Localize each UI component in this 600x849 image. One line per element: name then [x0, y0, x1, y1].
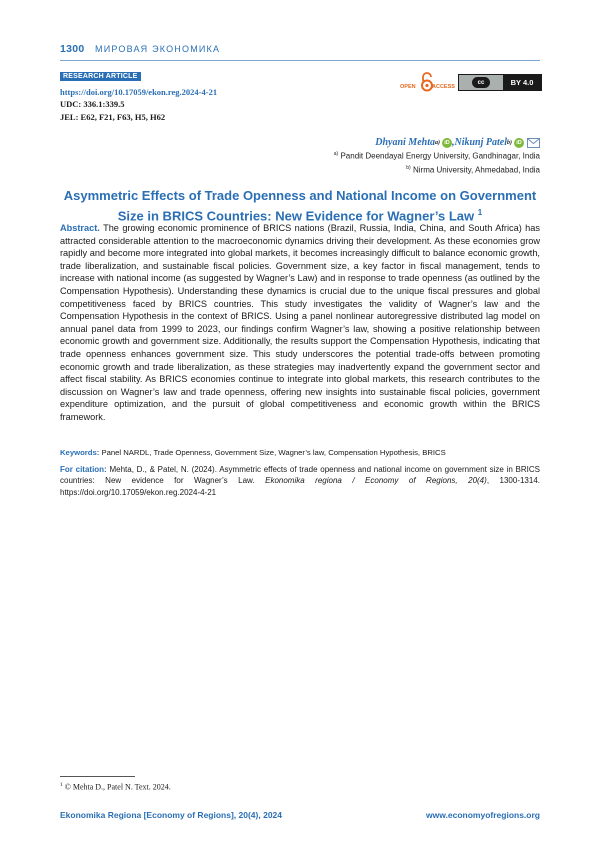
open-access-logo [400, 72, 462, 100]
orcid-icon[interactable]: iD [514, 138, 524, 148]
creative-commons-icon: cc [472, 77, 490, 88]
abstract [60, 222, 540, 424]
footnote [60, 782, 171, 792]
citation-tail: , 1300-1314. https://doi.org/10.17059/ekon.reg.2024-4-21 [60, 476, 540, 496]
jel-codes: JEL: E62, F21, F63, H5, H62 [60, 112, 165, 122]
open-label: OPEN [400, 84, 416, 90]
keywords [60, 447, 540, 458]
footnote-divider [60, 776, 135, 777]
journal-section-title: МИРОВАЯ ЭКОНОМИКА [95, 44, 220, 54]
title-text: Asymmetric Effects of Trade Openness and National Income on Government Size in BRICS Countries: New Evidence for Wagner’s Law [64, 188, 536, 223]
author-affiliation-marker: b) [507, 140, 512, 146]
footnote-marker: 1 [60, 782, 63, 788]
affiliation [334, 151, 540, 161]
author-separator: , [452, 137, 455, 148]
access-label: ACCESS [432, 84, 455, 90]
affiliation-marker: b) [406, 165, 410, 171]
udc-code: UDC: 336.1:339.5 [60, 99, 124, 109]
abstract-label: Abstract. [60, 223, 100, 233]
abstract-text: The growing economic prominence of BRICS nations (Brazil, Russia, India, China, and South Africa) has attracted considerable attention to the macroeconomic dynamics driving their development. As these economies grow rapidly and become more integrated into global markets, it becomes increasingly difficult to balance economic growth, trade liberalization, and sustainable fiscal policies. Government size, a key factor in fiscal management, tends to increase with national income (as suggested by Wagner’s Law) and in response to trade openness (as outlined by the Compensation Hypothesis). Understanding these dynamics is crucial due to the unique fiscal pressures and global competitiveness faced by BRICS countries. This study investigates the validity of Wagner’s law and the Compensation Hypothesis in the context of BRICS. Using a panel nonlinear autoregressive distributed lag model on annual panel data from 1999 to 2023, our findings confirm Wagner’s law, showing a positive relationship between economic growth and government size. Additionally, the results support the Compensation Hypothesis, indicating that trade openness enhances government size. This study underscores the potential trade-offs between promoting economic growth and trade liberalization, as these strategies may inadvertently expand the government sector and affect fiscal stability. As BRICS economies continue to integrate into global markets, this research contributes to the discussion on Wagner’s law and trade openness, offering new insights into sustainable fiscal policies, government expenditure optimization, and the pursuit of global competitiveness and economic growth within the BRICS framework. [60, 223, 540, 422]
affiliation-text: Nirma University, Ahmedabad, India [413, 166, 540, 175]
citation-text: Mehta, D., & Patel, N. (2024). Asymmetric effects of trade openness and national income on government size in BRICS countries: New evidence for Wagner’s Law. [60, 465, 540, 485]
orcid-icon[interactable]: iD [442, 138, 452, 148]
author-name: Nikunj Patel [454, 137, 507, 148]
affiliation [406, 165, 540, 175]
article-type-badge: RESEARCH ARTICLE [60, 72, 141, 81]
affiliation-marker: a) [334, 151, 338, 157]
footer-journal: Ekonomika Regiona [Economy of Regions], 20(4), 2024 [60, 810, 282, 820]
citation-journal: Ekonomika regiona / Economy of Regions, 20(4) [265, 476, 487, 485]
citation-label: For citation: [60, 465, 107, 474]
page-number: 1300 [60, 43, 85, 55]
keywords-text: Panel NARDL, Trade Openness, Government Size, Wagner’s law, Compensation Hypothesis, BRICS [101, 448, 445, 457]
title-footnote-ref[interactable]: 1 [478, 208, 482, 217]
affiliation-text: Pandit Deendayal Energy University, Gandhinagar, India [340, 152, 540, 161]
author-affiliation-marker: a) [435, 140, 440, 146]
cc-license-badge[interactable] [458, 74, 542, 91]
email-icon[interactable] [527, 138, 540, 148]
footnote-text: © Mehta D., Patel N. Text. 2024. [65, 783, 171, 792]
license-label: BY 4.0 [503, 75, 541, 90]
footer-website-link[interactable]: www.economyofregions.org [426, 810, 540, 820]
author-line [375, 137, 540, 148]
article-title [60, 187, 540, 224]
keywords-label: Keywords: [60, 448, 99, 457]
citation [60, 464, 540, 498]
header-divider [60, 60, 540, 61]
author-name: Dhyani Mehta [375, 137, 435, 148]
doi-link[interactable]: https://doi.org/10.17059/ekon.reg.2024-4-21 [60, 87, 217, 97]
